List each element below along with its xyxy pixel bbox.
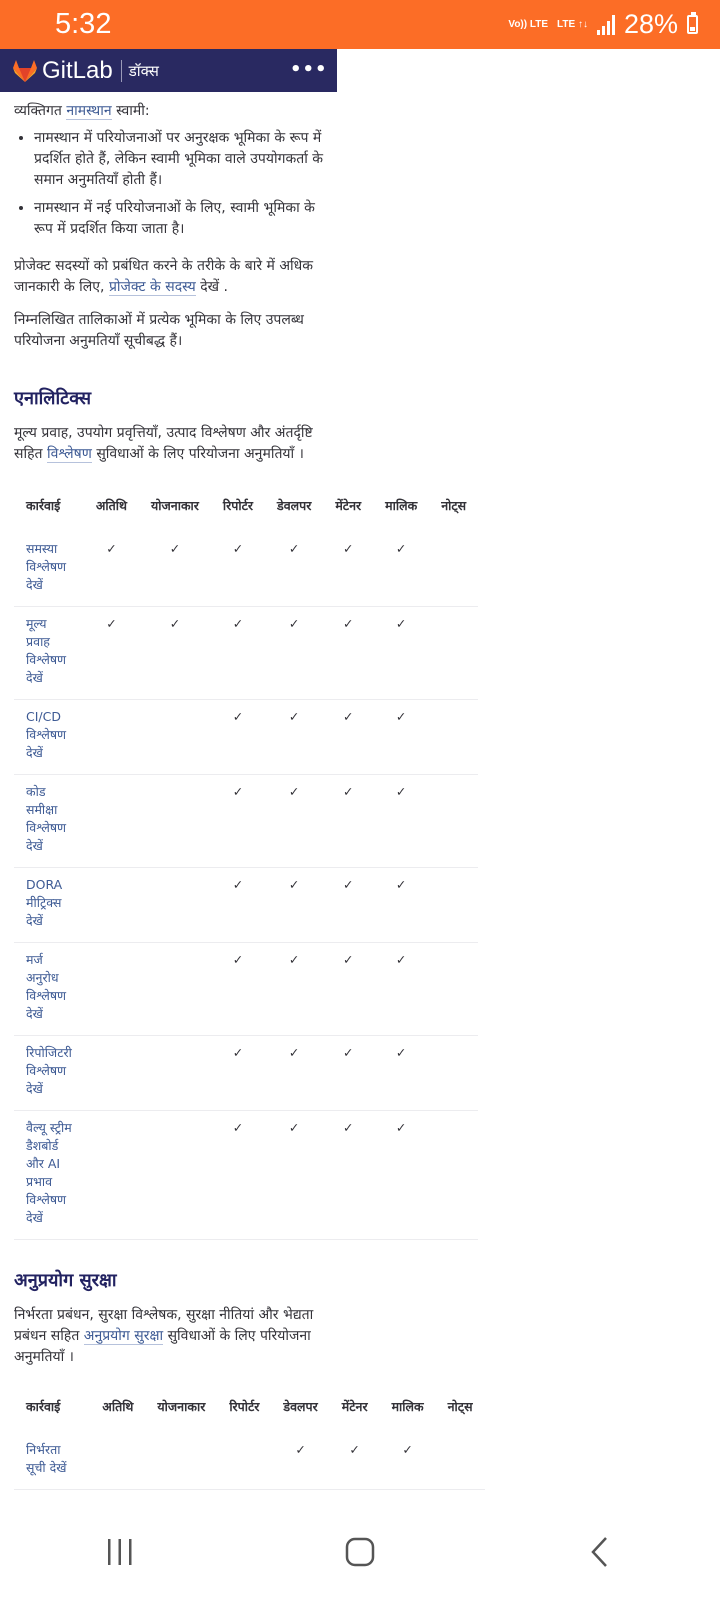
empty-cell [84,775,139,868]
check-icon: ✓ [323,775,373,868]
column-header: नोट्स [447,1399,473,1414]
gitlab-logo-icon[interactable] [12,59,38,83]
tables-note: निम्नलिखित तालिकाओं में प्रत्येक भूमिका के लिए उपलब्ध परियोजना अनुमतियाँ सूचीबद्ध हैं। [14,312,304,349]
empty-cell [84,1036,139,1111]
list-item: • नामस्थान में परियोजनाओं पर अनुरक्षक भूमिका के रूप में प्रदर्शित होते हैं, लेकिन स्वामी भूमिका वाले उपयोगकर्ता के समान अनुमतियाँ होती हैं। [34,128,334,191]
check-icon: ✓ [330,1433,380,1490]
project-members-link[interactable]: प्रोजेक्ट के सदस्य [108,279,196,295]
table-header-row [14,1386,485,1433]
check-icon: ✓ [211,1111,265,1240]
empty-cell [84,1111,139,1240]
check-icon: ✓ [211,943,265,1036]
status-indicators [508,9,698,40]
action-cell [14,532,84,607]
column-header: अतिथि [95,498,127,513]
empty-cell [139,1111,211,1240]
notes-cell [429,943,478,1036]
empty-cell [84,868,139,943]
action-cell [14,607,84,700]
check-icon: ✓ [373,1036,429,1111]
column-header: कार्रवाई [26,498,61,513]
notes-cell [429,775,478,868]
check-icon: ✓ [265,1036,323,1111]
action-link[interactable]: DORA मीट्रिक्स देखें [26,877,63,928]
empty-cell [139,700,211,775]
action-cell [14,868,84,943]
check-icon: ✓ [265,700,323,775]
volte-label: Vo)) LTE [508,18,549,30]
table-row [14,700,478,775]
action-link[interactable]: वैल्यू स्ट्रीम डैशबोर्ड और AI प्रभाव विश्लेषण देखें [26,1120,72,1225]
owner-intro [14,101,334,122]
action-link[interactable]: समस्या विश्लेषण देखें [26,541,67,592]
appsec-desc-suffix: सुविधाओं के लिए परियोजना अनुमतियाँ । [14,1328,311,1365]
check-icon: ✓ [139,532,211,607]
check-icon: ✓ [84,532,139,607]
network-type-icon [508,20,548,30]
column-header: नोट्स [441,498,467,513]
appsec-description [14,1305,334,1368]
gitlab-logo-text[interactable]: GitLab [42,56,113,84]
check-icon: ✓ [265,607,323,700]
analytics-description [14,423,334,465]
more-horizontal-icon[interactable]: ••• [290,59,328,80]
action-cell [14,1036,84,1111]
column-header: कार्रवाई [26,1399,61,1414]
check-icon: ✓ [265,943,323,1036]
table-row [14,1433,485,1490]
battery-percent: 28% [623,9,678,39]
signal-strength-icon [597,15,615,35]
check-icon: ✓ [265,1111,323,1240]
battery-icon [687,15,698,34]
analytics-link[interactable]: विश्लेषण [46,446,92,462]
back-icon [588,1536,612,1568]
check-icon: ✓ [373,775,429,868]
check-icon: ✓ [323,607,373,700]
column-header: योजनाकार [151,498,199,513]
action-link[interactable]: कोड समीक्षा विश्लेषण देखें [26,784,67,853]
column-header: मेंटेनर [341,1399,368,1414]
home-button[interactable] [330,1522,390,1582]
empty-cell [139,943,211,1036]
check-icon: ✓ [211,868,265,943]
analytics-desc-suffix: सुविधाओं के लिए परियोजना अनुमतियाँ । [96,446,304,462]
check-icon: ✓ [211,1036,265,1111]
check-icon: ✓ [265,775,323,868]
check-icon: ✓ [265,868,323,943]
table-row [14,868,478,943]
namespace-link[interactable]: नामस्थान [66,103,112,119]
action-cell [14,700,84,775]
navigation-bar [0,1504,720,1600]
check-icon: ✓ [323,1111,373,1240]
list-item: • नामस्थान में नई परियोजनाओं के लिए, स्वामी भूमिका के रूप में प्रदर्शित किया जाता है। [34,198,334,240]
analytics-permissions-table [14,485,478,1240]
members-prefix: प्रोजेक्ट सदस्यों को प्रबंधित करने के तरीके के बारे में अधिक जानकारी के लिए, [14,258,314,295]
notes-cell [429,868,478,943]
check-icon: ✓ [211,775,265,868]
table-row [14,943,478,1036]
empty-cell [139,1036,211,1111]
action-link[interactable]: मर्ज अनुरोध विश्लेषण देखें [26,952,67,1021]
empty-cell [139,775,211,868]
lte-label: LTE ↑↓ [557,18,588,30]
check-icon: ✓ [373,607,429,700]
check-icon: ✓ [323,943,373,1036]
analytics-heading: एनालिटिक्स [14,388,92,409]
status-bar [0,0,720,49]
action-cell [14,1433,90,1490]
column-header: रिपोर्टर [229,1399,260,1414]
check-icon: ✓ [211,532,265,607]
members-suffix: देखें . [200,279,228,295]
table-row [14,607,478,700]
notes-cell [436,1433,485,1490]
table-row [14,532,478,607]
recents-icon [105,1537,135,1567]
empty-cell [84,700,139,775]
check-icon: ✓ [373,532,429,607]
main-content [14,92,473,1490]
back-button[interactable] [570,1522,630,1582]
notes-cell [429,1036,478,1111]
owner-prefix: व्यक्तिगत [14,103,62,119]
notes-cell [429,1111,478,1240]
empty-cell [139,868,211,943]
column-header: मालिक [385,498,418,513]
empty-cell [90,1433,145,1490]
empty-cell [145,1433,217,1490]
check-icon: ✓ [139,607,211,700]
owner-bullet-list [14,128,334,240]
appsec-link[interactable]: अनुप्रयोग सुरक्षा [83,1328,164,1344]
table-header-row [14,485,478,532]
lte-data-icon [557,20,588,30]
column-header: मालिक [391,1399,424,1414]
check-icon: ✓ [323,868,373,943]
table-row [14,775,478,868]
check-icon: ✓ [271,1433,329,1490]
action-cell [14,943,84,1036]
docs-header [0,49,337,92]
appsec-desc-prefix: निर्भरता प्रबंधन, सुरक्षा विश्लेषक, सुरक्षा नीतियां और भेद्यता प्रबंधन सहित [14,1307,314,1344]
action-link[interactable]: निर्भरता सूची देखें [26,1442,67,1475]
analytics-desc-prefix: मूल्य प्रवाह, उपयोग प्रवृत्तियाँ, उत्पाद विश्लेषण और अंतर्दृष्टि सहित [14,425,313,462]
check-icon: ✓ [211,700,265,775]
column-header: अतिथि [102,1399,134,1414]
check-icon: ✓ [380,1433,436,1490]
owner-suffix: स्वामी: [116,103,150,119]
appsec-permissions-table [14,1386,485,1490]
check-icon: ✓ [373,943,429,1036]
table-row [14,1111,478,1240]
check-icon: ✓ [373,700,429,775]
appsec-heading: अनुप्रयोग सुरक्षा [14,1270,117,1291]
check-icon: ✓ [373,868,429,943]
empty-cell [84,943,139,1036]
action-link[interactable]: रिपोजिटरी विश्लेषण देखें [26,1045,72,1096]
docs-label[interactable]: डॉक्स [128,61,159,80]
check-icon: ✓ [84,607,139,700]
notes-cell [429,607,478,700]
column-header: डेवलपर [283,1399,318,1414]
column-header: योजनाकार [157,1399,206,1414]
notes-cell [429,700,478,775]
check-icon: ✓ [265,532,323,607]
status-time: 5:32 [55,8,112,40]
action-link[interactable]: मूल्य प्रवाह विश्लेषण देखें [26,616,67,685]
check-icon: ✓ [211,607,265,700]
check-icon: ✓ [323,1036,373,1111]
check-icon: ✓ [323,532,373,607]
column-header: डेवलपर [277,498,312,513]
check-icon: ✓ [373,1111,429,1240]
members-paragraph [14,256,334,298]
table-row [14,1036,478,1111]
column-header: मेंटेनर [335,498,362,513]
action-cell [14,775,84,868]
action-link[interactable]: CI/CD विश्लेषण देखें [26,709,67,760]
check-icon: ✓ [323,700,373,775]
header-divider [121,60,122,82]
home-icon [344,1536,376,1568]
column-header: रिपोर्टर [222,498,253,513]
notes-cell [429,532,478,607]
recents-button[interactable] [90,1522,150,1582]
empty-cell [217,1433,271,1490]
action-cell [14,1111,84,1240]
